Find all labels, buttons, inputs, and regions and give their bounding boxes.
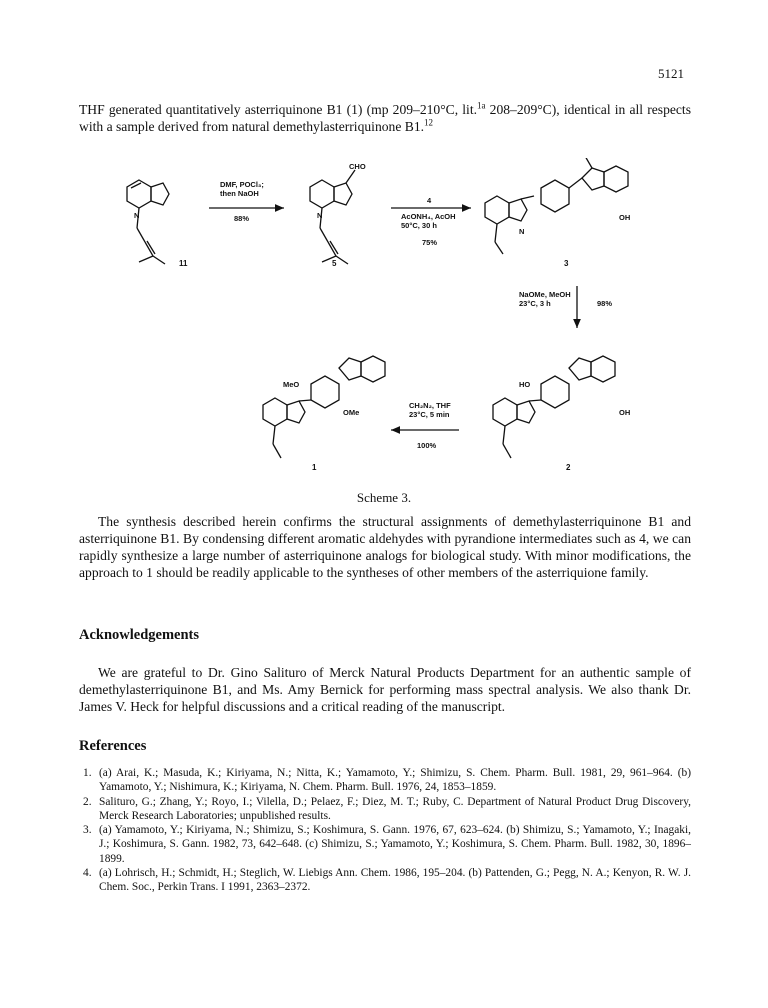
reference-number: 4. (83, 867, 92, 880)
atom-meo-1: MeO (283, 380, 300, 389)
reagent-2-yield: 75% (422, 238, 438, 247)
atom-n-11: N (134, 211, 140, 220)
reagent-3-line-1: NaOMe, MeOH (519, 290, 571, 299)
reagent-4-yield: 100% (417, 441, 437, 450)
reagent-3-yield: 98% (597, 299, 613, 308)
reference-number: 2. (83, 795, 92, 808)
acknowledgements-heading: Acknowledgements (79, 627, 200, 643)
reference-item (79, 795, 691, 824)
reagent-2-above: 4 (427, 196, 432, 205)
reagent-1-yield: 88% (234, 214, 250, 223)
structure-3 (485, 158, 631, 254)
structure-11 (127, 180, 169, 264)
compound-label-11: 11 (179, 259, 188, 268)
reagent-3-line-2: 23°C, 3 h (519, 299, 551, 308)
page-number: 5121 (658, 66, 684, 81)
acknowledgements-text: We are grateful to Dr. Gino Salituro of Merck Natural Products Department for an authentic sample of demethylasterriquinone B1, and Ms. Amy Bernick for performing mass spectral analysis. We also thank Dr. James V. Heck for helpful discussions and a critical reading of the manuscript. (79, 665, 691, 714)
atom-cho-5: CHO (349, 162, 366, 171)
references-heading: References (79, 738, 147, 754)
reagent-4-line-2: 23°C, 5 min (409, 410, 450, 419)
reference-item (79, 866, 691, 895)
reference-text: Salituro, G.; Zhang, Y.; Royo, I.; Vilella, D.; Pelaez, F.; Diez, M. T.; Ruby, C. Department of Natural Product Drug Discovery, Merck Research Laboratories; unpublished results. (99, 795, 691, 822)
reagent-1-line-1: DMF, POCl₃; (220, 180, 264, 189)
intro-paragraph (79, 101, 691, 135)
structure-1 (263, 356, 385, 458)
atom-n-5: N (317, 211, 323, 220)
intro-end-superscript: 12 (424, 117, 434, 128)
atom-ome-1: OMe (343, 408, 360, 417)
reference-item (79, 823, 691, 866)
body-paragraph: The synthesis described herein confirms the structural assignments of demethylasterriquinone B1 and asterriquinone B1. By condensing different aromatic aldehydes with pyrandione intermediates such as 4, we can rapidly synthesize a large number of asterriquinone analogs for biological study. With minor modifications, the approach to 1 should be readily applicable to the syntheses of other members of the asterriquione family. (79, 514, 691, 580)
compound-label-5: 5 (332, 259, 337, 268)
atom-ho-2: HO (519, 380, 531, 389)
atom-n-3: N (519, 227, 525, 236)
reference-text: (a) Lohrisch, H.; Schmidt, H.; Steglich, W. Liebigs Ann. Chem. 1986, 195–204. (b) Pattenden, G.; Pegg, N. A.; Kenyon, R. W. J. Chem. Soc., Perkin Trans. I 1991, 2363–2372. (99, 867, 691, 894)
reagent-1-line-2: then NaOH (220, 189, 259, 198)
reference-number: 3. (83, 824, 92, 837)
compound-label-3: 3 (564, 259, 569, 268)
intro-text-2: 208–209°C), identical in all respects with a sample derived from natural demethylasterriquinone B1. (79, 102, 691, 134)
intro-lit-superscript: 1a (477, 100, 486, 111)
reaction-scheme (79, 158, 691, 488)
references-list (79, 766, 691, 895)
reference-text: (a) Arai, K.; Masuda, K.; Kiriyama, N.; Nitta, K.; Yamamoto, Y.; Shimizu, S. Chem. Pharm. Bull. 1981, 29, 961–964. (b) Yamamoto, Y.; Nishimura, K.; Kiriyama, N. Chem. Pharm. Bull. 1976, 24, 1853–1859. (99, 767, 691, 794)
compound-label-2: 2 (566, 463, 571, 472)
compound-label-1: 1 (312, 463, 317, 472)
intro-text-1: THF generated quantitatively asterriquinone B1 (1) (mp 209–210°C, lit. (79, 102, 478, 117)
reference-text: (a) Yamamoto, Y.; Kiriyama, N.; Shimizu, S.; Koshimura, S. Gann. 1976, 67, 623–624. (b) Shimizu, S.; Yamamoto, Y.; Inagaki, J.; Koshimura, S. Gann. 1982, 73, 642–648. (c) Shimizu, S.; Yamamoto, Y.; Koshimura, S. Chem. Pharm. Bull. 1982, 30, 1896–1899. (99, 824, 691, 865)
atom-oh-3: OH (619, 213, 631, 222)
reagent-4-line-1: CH₂N₂, THF (409, 401, 451, 410)
reference-number: 1. (83, 767, 92, 779)
reagent-2-line-2: 50°C, 30 h (401, 221, 437, 230)
atom-oh-2: OH (619, 408, 631, 417)
structure-2 (493, 356, 615, 458)
reagent-2-line-1: AcONH₄, AcOH (401, 212, 456, 221)
reference-item (79, 766, 691, 795)
scheme-caption: Scheme 3. (356, 490, 412, 505)
